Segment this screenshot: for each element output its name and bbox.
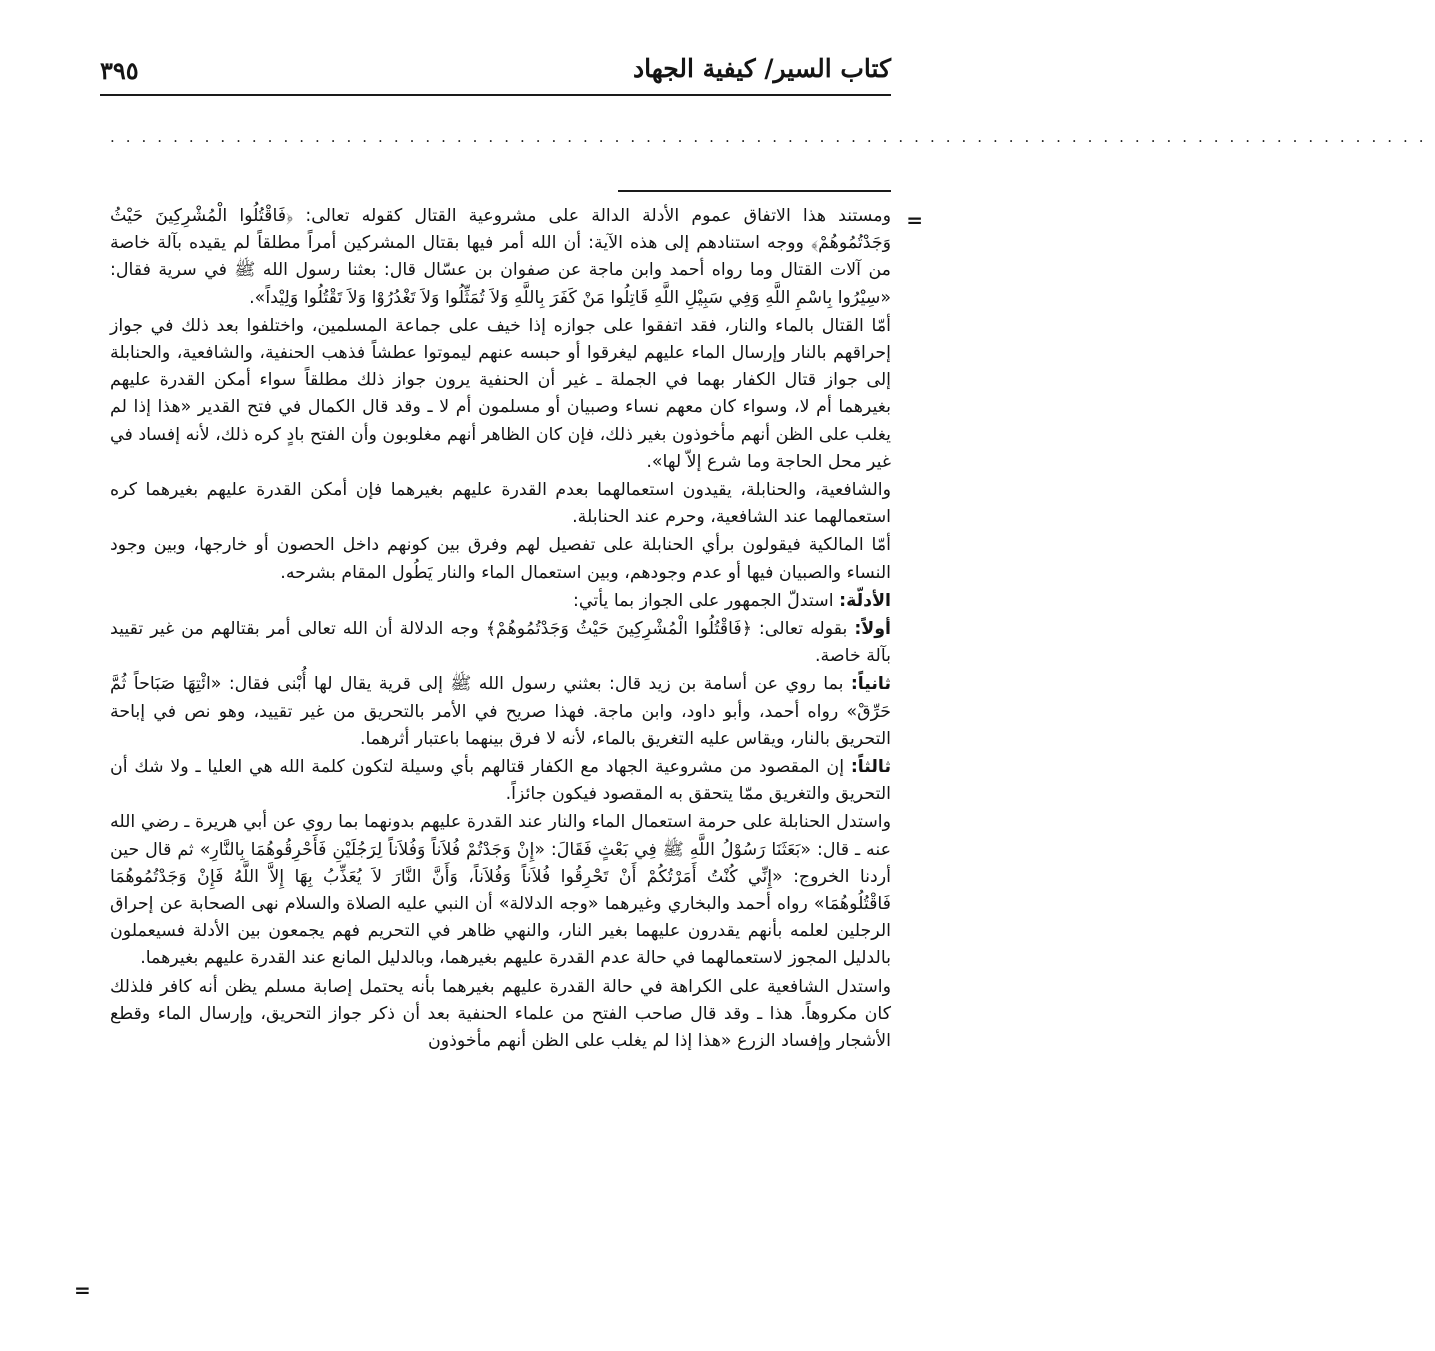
footnote-body [110, 203, 891, 1323]
header-rule [100, 94, 891, 96]
paragraph-lead: ثانياً: [850, 674, 891, 695]
footnote-paragraph [110, 974, 891, 1056]
footnote-paragraph [110, 588, 891, 615]
paragraph-text: إن المقصود من مشروعية الجهاد مع الكفار قتالهم بأي وسيلة لتكون كلمة الله هي العليا ـ ولا شك أن التحريق والتغريق ممّا يتحقق به المقصود فيكون جائزاً. [110, 757, 891, 805]
continuation-mark: = [906, 208, 923, 232]
footnote-paragraph [110, 313, 891, 476]
paragraph-text: أمّا المالكية فيقولون برأي الحنابلة على تفصيل لهم وفرق بين كونهم داخل الحصون أو خارجها، وبين وجود النساء والصبيان فيها أو عدم وجودهم، وبين استعمال الماء والنار يَطُول المقام بشرحه. [110, 535, 891, 583]
paragraph-lead: الأدلّة: [839, 590, 891, 611]
footnote-paragraph [110, 809, 891, 972]
paragraph-text: واستدل الشافعية على الكراهة في حالة القدرة عليهم بغيرهما بأنه يحتمل إصابة مسلم يظن أنه كافر فلذلك كان مكروهاً. هذا ـ وقد قال صاحب الفتح من علماء الحنفية بعد أن ذكر جواز التحريق، وإرسال الماء وقطع الأشجار وإفساد الزرع «هذا إذا لم يغلب على الظن أنهم مأخوذون [110, 976, 891, 1052]
paragraph-text: استدلّ الجمهور على الجواز بما يأتي: [573, 590, 834, 611]
paragraph-text: أمّا القتال بالماء والنار، فقد اتفقوا على جوازه إذا خيف على جماعة المسلمين، واختلفوا بعد ذلك في جواز إحراقهم بالنار وإرسال الماء عليهم ليغرقوا أو حبسه عنهم ليموتوا عطشاً فذهب الحنفية، والشافعية، والحنابلة إلى جواز قتال الكفار بهما في الجملة ـ غير أن الحنفية يرون جواز ذلك مطلقاً سواء أمكن القدرة عليهم بغيرهما أم لا، وسواء كان معهم نساء وصبيان أو مسلمون أم لا ـ وقد قال الكمال في فتح القدير «هذا إذا لم يغلب على الظن أنهم مأخوذون بغير ذلك، فإن كان الظاهر أنهم مغلوبون وأن الفتح بادٍ كره ذلك، لأنه إفساد في غير محل الحاجة وما شرع إلاّ لها». [110, 315, 891, 472]
footnote-paragraph [110, 532, 891, 586]
footnote-paragraph [110, 477, 891, 531]
running-title: كتاب السير/ كيفية الجهاد [632, 54, 891, 83]
paragraph-text: ومستند هذا الاتفاق عموم الأدلة الدالة على مشروعية القتال كقوله تعالى: ﴿فَاقْتُلُوا الْمُشْرِكِينَ حَيْثُ وَجَدْتُمُوهُمْ﴾ ووجه استنادهم إلى هذه الآية: أن الله أمر فيها بقتال المشركين أمراً مطلقاً لم يقيده بآلة خاصة من آلات القتال وما رواه أحمد وابن ماجة عن صفوان بن عسّال قال: بعثنا رسول الله ﷺ في سرية فقال: «سِيْرُوا بِاسْمِ اللَّهِ وَفِي سَبِيْلِ اللَّهِ قَاتِلُوا مَنْ كَفَرَ بِاللَّهِ وَلاَ تُمَثِّلُوا وَلاَ تَغْدُرُوْا وَلاَ تَقْتُلُوا وَلِيْداً». [110, 206, 891, 308]
footnote-paragraph [110, 754, 891, 808]
continuation-mark-end: = [74, 1278, 91, 1302]
footnote-paragraph [110, 671, 891, 753]
footnote-paragraph [110, 616, 891, 670]
paragraph-text: بما روي عن أسامة بن زيد قال: بعثني رسول الله ﷺ إلى قرية يقال لها أُبْنى فقال: «ائْتِهَا صَبَاحاً ثُمَّ حَرِّقْ» رواه أحمد، وأبو داود، وابن ماجة. فهذا صريح في الأمر بالتحريق من غير تقييد، وهو نص في إباحة التحريق بالنار، ويقاس عليه التغريق بالماء، لأنه لا فرق بينهما باعتبار أثرهما. [110, 674, 891, 749]
dotted-separator: .................................................................................... [110, 128, 1435, 146]
footnote-paragraph [110, 203, 891, 312]
paragraph-text: واستدل الحنابلة على حرمة استعمال الماء والنار عند القدرة عليهم بدونهما بما روي عن أبي هريرة ـ رضي الله عنه ـ قال: «بَعَثَنَا رَسُوْلُ اللَّهِ ﷺ فِي بَعْثٍ فَقَالَ: «إِنْ وَجَدْتُمْ فُلاَناً وَفُلاَناً لِرَجُلَيْنِ فَأَحْرِقُوهُمَا بِالنَّارِ» ثم قال حين أردنا الخروج: «إِنِّي كُنْتُ أَمَرْتُكُمْ أَنْ تَحْرِقُوا فُلاَناً وَفُلاَناً، وَأَنَّ النَّارَ لاَ يُعَذِّبُ بِهَا إِلاَّ اللَّهُ فَإِنْ وَجَدْتُمُوهُمَا فَاقْتُلُوهُمَا» رواه أحمد والبخاري وغيرهما «وجه الدلالة» أن النبي عليه الصلاة والسلام نهى الصحابة عن إحراق الرجلين لعلمه بأنهم يقدرون عليهما بغير النار، والنهي ظاهر في التحريم فهم يجمعون بين الأدلة فسيعملون بالدليل المجوز لاستعمالهما في حالة عدم القدرة عليهم بغيرهما، وبالدليل المانع عند القدرة عليهم بغيرهما. [110, 812, 891, 969]
paragraph-lead: أولاً: [854, 619, 891, 640]
footnote-rule [618, 190, 891, 192]
paragraph-lead: ثالثاً: [850, 757, 891, 778]
paragraph-text: بقوله تعالى: ﴿فَاقْتُلُوا الْمُشْرِكِينَ حَيْثُ وَجَدْتُمُوهُمْ﴾ وجه الدلالة أن الله تعالى أمر بقتالهم من غير تقييد بآلة خاصة. [110, 619, 891, 667]
page-number: ٣٩٥ [100, 56, 139, 85]
paragraph-text: والشافعية، والحنابلة، يقيدون استعمالهما بعدم القدرة عليهم بغيرهما فإن أمكن القدرة عليهم بغيرهما كره استعمالهما عند الشافعية، وحرم عند الحنابلة. [110, 480, 891, 528]
